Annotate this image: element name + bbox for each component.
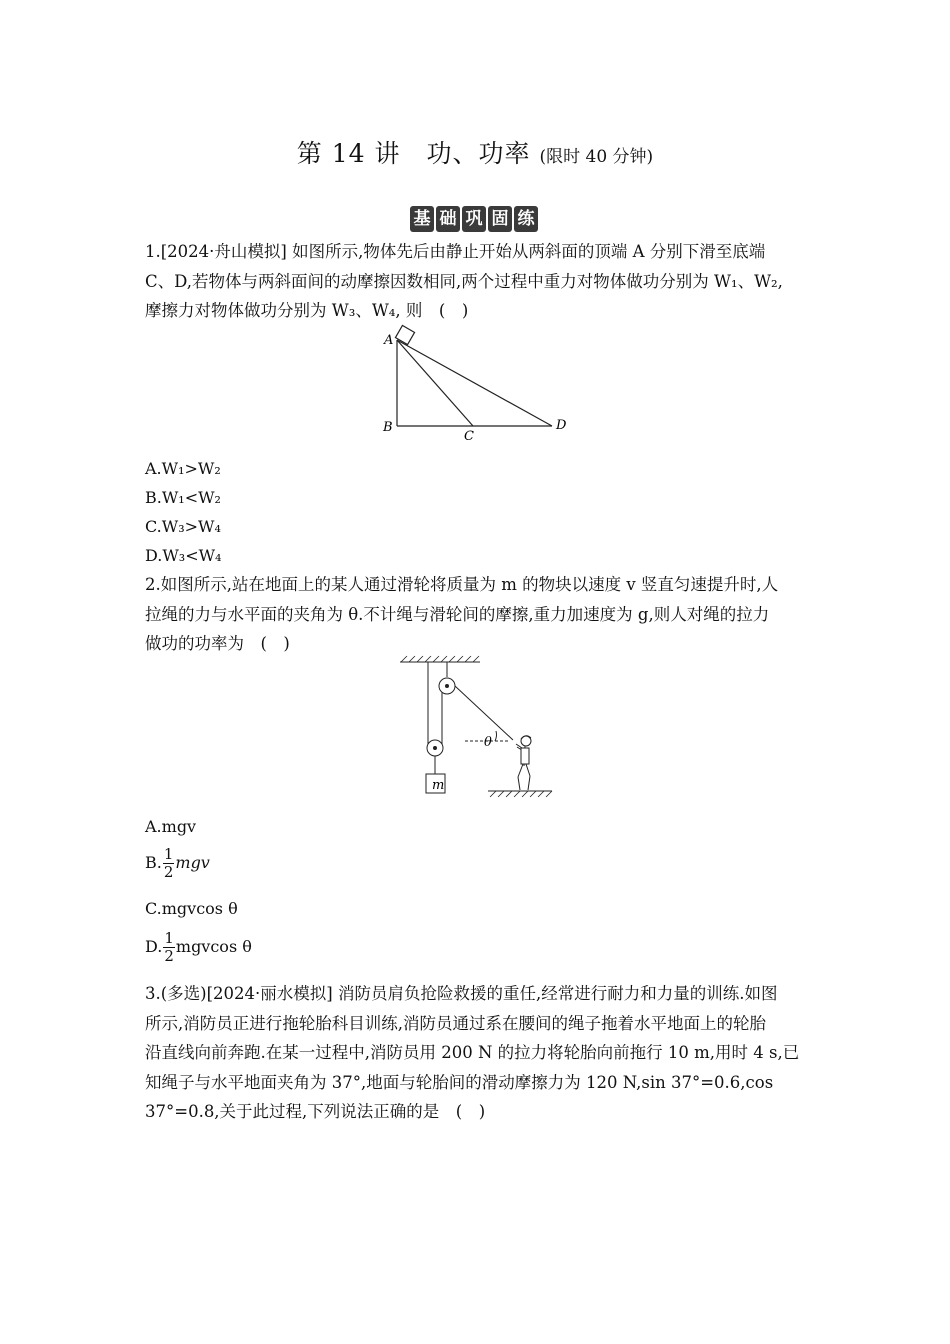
q2-option-d[interactable]: D. $\frac{1}{2}$ mgvcos θ <box>145 929 252 965</box>
q1-option-c[interactable]: C.W₃>W₄ <box>145 517 221 536</box>
q2-stem-line2: 拉绳的力与水平面的夹角为 θ.不计绳与滑轮间的摩擦,重力加速度为 g,则人对绳的拉力 <box>145 605 770 624</box>
q1-option-a[interactable]: A.W₁>W₂ <box>145 459 221 478</box>
label-D: D <box>556 418 567 433</box>
banner-char: 基 <box>410 206 434 232</box>
q1-stem-line2: C、D,若物体与两斜面间的动摩擦因数相同,两个过程中重力对物体做功分别为 W₁、W₂, <box>145 272 783 291</box>
q3-stem-line3: 沿直线向前奔跑.在某一过程中,消防员用 200 N 的拉力将轮胎向前拖行 10 m,用时 4 s,已 <box>145 1043 800 1062</box>
q2-stem-line3: 做功的功率为 ( ) <box>145 634 290 653</box>
page-title <box>0 134 950 170</box>
q1-incline-figure <box>370 318 580 446</box>
q1-option-b[interactable]: B.W₁<W₂ <box>145 488 221 507</box>
banner-char: 固 <box>488 206 512 232</box>
q3-stem-line1: 3.(多选)[2024·丽水模拟] 消防员肩负抢险救援的重任,经常进行耐力和力量的训练.如图 <box>145 984 778 1003</box>
label-B: B <box>383 420 393 435</box>
q1-stem-line1: 1.[2024·舟山模拟] 如图所示,物体先后由静止开始从两斜面的顶端 A 分别下滑至底端 <box>145 242 766 261</box>
fraction-half: $\frac{1}{2}$ <box>163 845 174 881</box>
banner-char: 练 <box>514 206 538 232</box>
option-letter: B. <box>145 853 162 872</box>
q2-stem-line1: 2.如图所示,站在地面上的某人通过滑轮将质量为 m 的物块以速度 v 竖直匀速提升时,人 <box>145 575 779 594</box>
banner-char: 巩 <box>462 206 486 232</box>
q1-stem-line3: 摩擦力对物体做功分别为 W₃、W₄, 则 ( ) <box>145 301 469 320</box>
banner-char: 础 <box>436 206 460 232</box>
q2-option-c[interactable]: C.mgvcos θ <box>145 899 238 918</box>
label-A: A <box>384 333 394 348</box>
q2-option-b[interactable]: B. $\frac{1}{2}$ mgv <box>145 845 210 881</box>
q3-stem-line5: 37°=0.8,关于此过程,下列说法正确的是 ( ) <box>145 1102 486 1121</box>
section-banner <box>410 206 538 234</box>
title-time-limit: (限时 40 分钟) <box>539 147 654 167</box>
title-main: 第 14 讲 功、功率 <box>296 139 531 168</box>
q2-option-a[interactable]: A.mgv <box>145 817 197 836</box>
mass-label: m <box>432 778 445 793</box>
fraction-half: $\frac{1}{2}$ <box>164 929 174 965</box>
q1-option-d[interactable]: D.W₃<W₄ <box>145 546 222 565</box>
q2-pulley-figure <box>395 654 560 802</box>
option-letter: D. <box>145 937 163 956</box>
q3-stem-line4: 知绳子与水平地面夹角为 37°,地面与轮胎间的滑动摩擦力为 120 N,sin 37°=0.6,cos <box>145 1073 774 1092</box>
label-C: C <box>464 429 474 444</box>
q3-stem-line2: 所示,消防员正进行拖轮胎科目训练,消防员通过系在腰间的绳子拖着水平地面上的轮胎 <box>145 1014 766 1033</box>
angle-label: θ <box>484 735 492 750</box>
